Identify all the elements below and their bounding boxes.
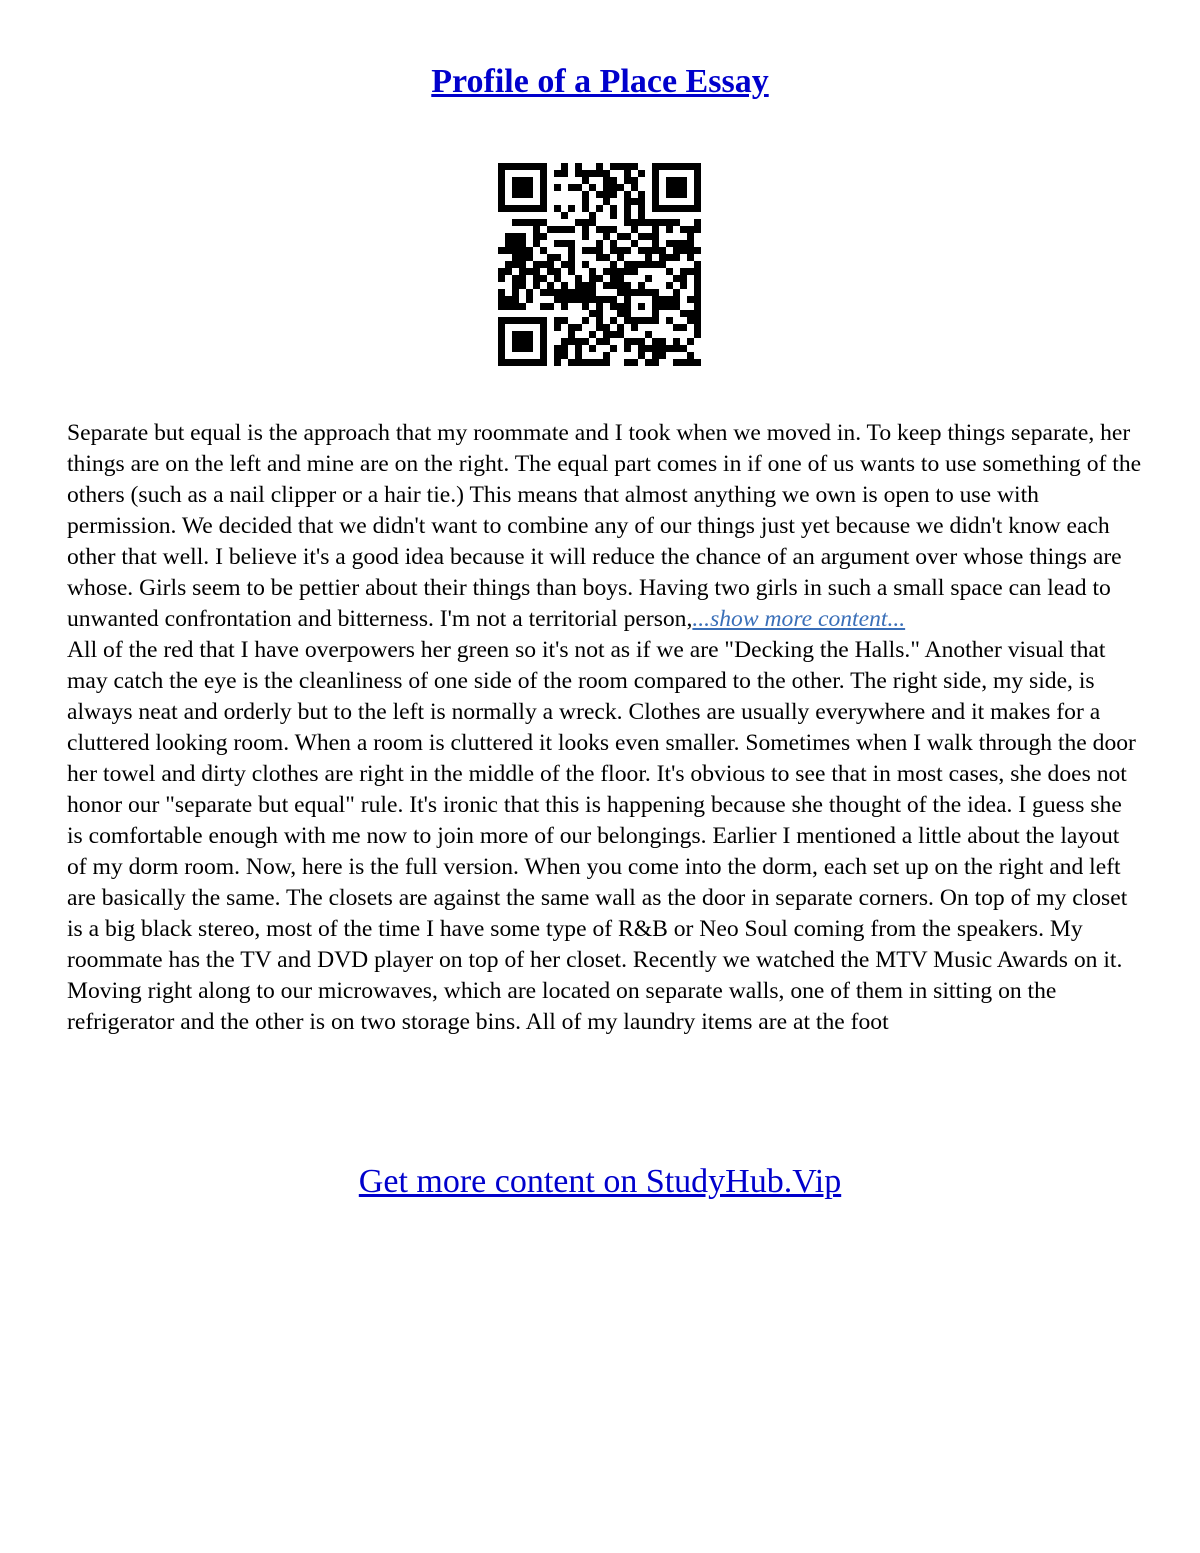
page-title-link[interactable]: Profile of a Place Essay	[431, 63, 769, 100]
essay-paragraph	[67, 418, 1142, 635]
footer-studyhub-link[interactable]: Get more content on StudyHub.Vip	[358, 1163, 842, 1200]
qr-code-icon	[498, 163, 701, 366]
essay-body	[67, 418, 1142, 1038]
essay-paragraph: All of the red that I have overpowers her green so it's not as if we are "Decking the Halls." Another visual that may catch the eye is the cleanliness of one side of the room compared to the other. The right side, my side, is always neat and orderly but to the left is normally a wreck. Clothes are usually everywhere and it makes for a cluttered looking room. When a room is cluttered it looks even smaller. Sometimes when I walk through the door her towel and dirty clothes are right in the middle of the floor. It's obvious to see that in most cases, she does not honor our "separate but equal" rule. It's ironic that this is happening because she thought of the idea. I guess she is comfortable enough with me now to join more of our belongings. Earlier I mentioned a little about the layout of my dorm room. Now, here is the full version. When you come into the dorm, each set up on the right and left are basically the same. The closets are against the same wall as the door in separate corners. On top of my closet is a big black stereo, most of the time I have some type of R&B or Neo Soul coming from the speakers. My roommate has the TV and DVD player on top of her closet. Recently we watched the MTV Music Awards on it. Moving right along to our microwaves, which are located on separate walls, one of them in sitting on the refrigerator and the other is on two storage bins. All of my laundry items are at the foot	[67, 637, 1136, 1035]
essay-paragraph-text: Separate but equal is the approach that my roommate and I took when we moved in. To keep things separate, her things are on the left and mine are on the right. The equal part comes in if one of us wants to use something of the others (such as a nail clipper or a hair tie.) This means that almost anything we own is open to use with permission. We decided that we didn't want to combine any of our things just yet because we didn't know each other that well. I believe it's a good idea because it will reduce the chance of an argument over whose things are whose. Girls seem to be pettier about their things than boys. Having two girls in such a small space can lead to unwanted confrontation and bitterness. I'm not a territorial person,	[67, 420, 1142, 632]
show-more-link[interactable]: ...show more content...	[692, 606, 906, 632]
